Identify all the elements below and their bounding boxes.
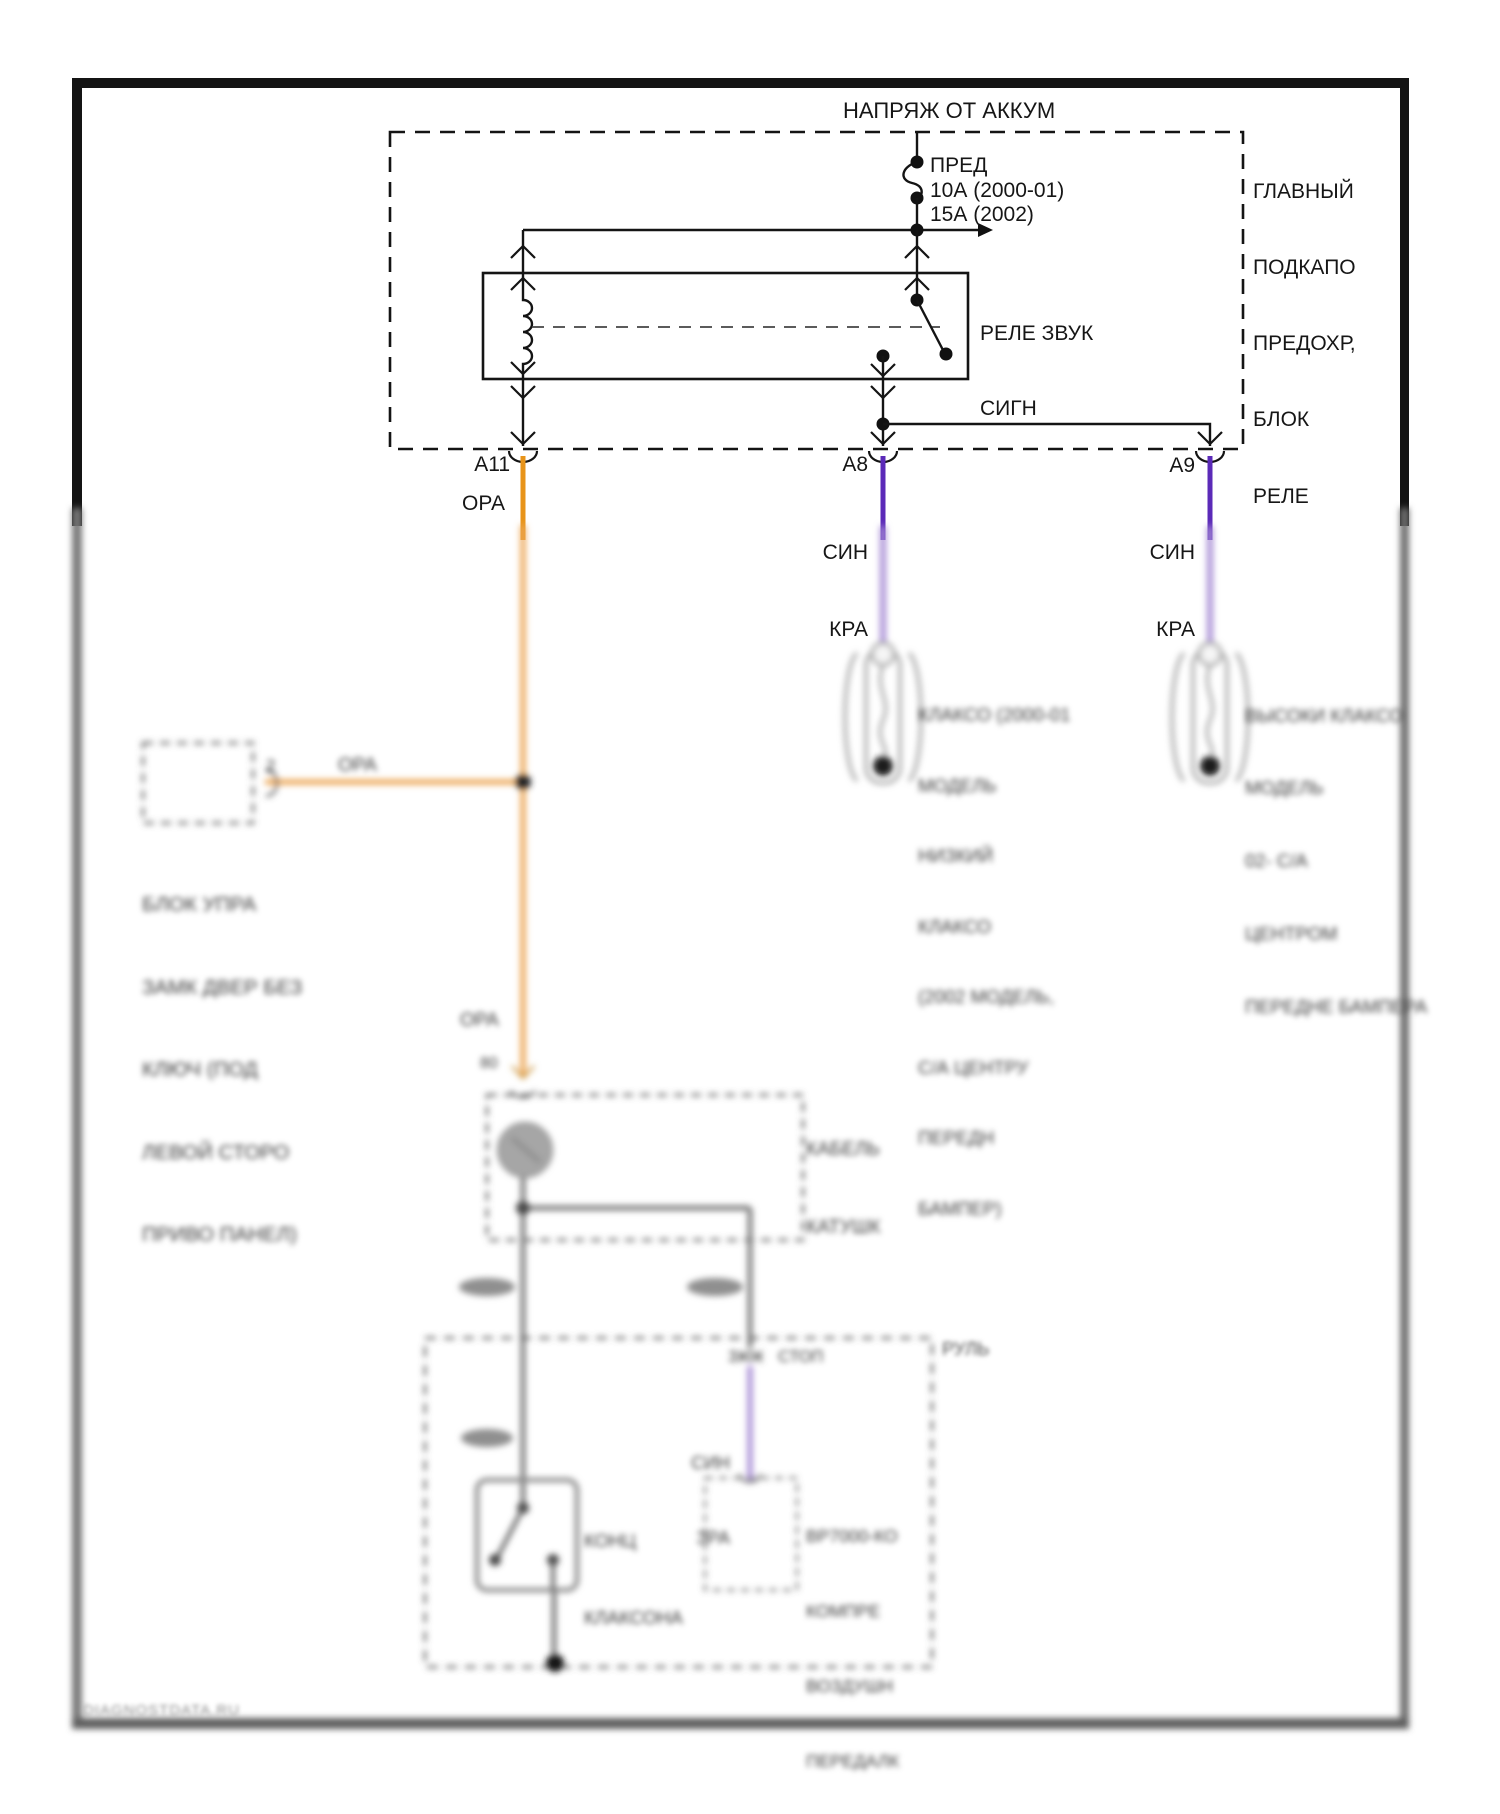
caption-line: БЛОК УПРА — [142, 893, 257, 916]
clockspring-pin: 80 — [480, 1055, 498, 1072]
switch-arm — [497, 1508, 523, 1558]
caption-line: СИГН — [980, 397, 1037, 420]
fuse-rating-2: 15А (2002) — [930, 203, 1034, 226]
inline-connector — [459, 1278, 515, 1296]
caption-line: ЗРА — [696, 1528, 730, 1548]
steering-zone-label: РУЛЬ — [942, 1338, 990, 1359]
caption-line: СИН — [691, 1453, 730, 1473]
caption-line: С/А ЦЕНТРУ — [918, 1056, 1029, 1078]
fuse-label: ПРЕД — [930, 154, 988, 177]
inline-connector — [461, 1429, 513, 1447]
watermark: DIAGNOSTDATA.RU — [83, 1702, 240, 1719]
caption-line: КЛЮЧ (ПОД — [142, 1058, 258, 1081]
clockspring-wire-color: ОРА — [460, 1010, 499, 1031]
caption-line: РЕЛЕ — [1253, 484, 1309, 508]
ground-dot — [546, 1654, 564, 1672]
wire-color-a11: ОРА — [462, 492, 505, 515]
caption-line: ВР7000-КО — [806, 1526, 898, 1546]
door-module-caption — [142, 836, 302, 1304]
sdm-caption — [806, 1474, 899, 1814]
fuse-relay-block-box — [390, 132, 1243, 449]
wire-color-a8 — [815, 489, 868, 693]
caption-line: (2002 МОДЕЛЬ, — [918, 986, 1055, 1007]
caption-line: МОДЕЛЬ — [1245, 777, 1324, 799]
sdm-pin: 3 — [728, 1348, 738, 1366]
sdm-pin-label: СТОП — [778, 1348, 824, 1366]
horn-high-caption — [1245, 655, 1427, 1068]
sharp-section — [72, 78, 1409, 540]
caption-line: ПЕРЕДНЕ БАМПЕРА — [1245, 996, 1428, 1018]
switch-arm-dot — [489, 1554, 501, 1566]
page-frame-right — [1400, 78, 1409, 526]
fuse-box-caption — [1253, 128, 1356, 560]
page-frame-bottom-blur — [72, 1718, 1409, 1729]
inline-connector — [687, 1278, 743, 1296]
door-module-pin: 2 — [266, 756, 276, 775]
horn-switch-box — [477, 1480, 577, 1590]
caption-line: ГЛАВНЫЙ — [1253, 179, 1354, 203]
sdm-wire-color — [676, 1401, 730, 1601]
wire-color-a9 — [1142, 489, 1195, 693]
caption-line: ПРИВО ПАНЕЛ) — [142, 1223, 297, 1246]
caption-line: КРА — [1156, 617, 1195, 641]
switch-arm — [917, 300, 944, 352]
page-frame-left — [72, 78, 82, 526]
caption-line: МОДЕЛЬ — [918, 774, 997, 796]
switch-arm-dot — [940, 348, 953, 361]
relay-coil — [523, 273, 532, 379]
caption-line: РЕЛЕ ЗВУК — [980, 322, 1094, 345]
caption-line: КАТУШК — [806, 1217, 881, 1238]
caption-line: ПЕРЕДН — [918, 1127, 995, 1148]
page-frame-left-blur — [72, 508, 82, 1722]
caption-line: КРА — [829, 617, 868, 641]
caption-line: СИН — [822, 541, 868, 564]
caption-line: ЦЕНТРОМ — [1245, 923, 1338, 945]
caption-line: ЗАМК ДВЕР БЕЗ — [142, 975, 303, 999]
caption-line: ПЕРЕДАЛК — [806, 1751, 900, 1771]
pin-a11-label: A11 — [474, 453, 510, 476]
pin-a9-label: A9 — [1169, 454, 1195, 477]
caption-line: КОМПРЕ — [806, 1601, 881, 1621]
horn-relay-box — [483, 273, 968, 379]
feed-title: НАПРЯЖ ОТ АККУМ — [843, 98, 1056, 123]
pin-a8-label: A8 — [842, 453, 868, 476]
fuse-terminal-dot — [911, 156, 924, 169]
caption-line: КЛАКСО (2000-01 — [918, 704, 1071, 725]
caption-line: НИЗКИЙ — [918, 845, 994, 866]
caption-line: СИН — [1149, 541, 1195, 564]
caption-line: КОНЦ — [584, 1530, 637, 1551]
page-frame-top — [72, 78, 1409, 88]
caption-line: БЛОК — [1253, 408, 1310, 432]
junction-dot — [515, 774, 531, 790]
door-lock-module-box — [143, 743, 253, 823]
caption-line: ПРЕДОХР, — [1253, 332, 1356, 356]
caption-line: ЛЕВОЙ СТОРО — [142, 1140, 290, 1164]
caption-line: КЛАКСОНА — [584, 1606, 683, 1628]
caption-line: КАБЕЛЬ — [806, 1139, 880, 1160]
junction-dot — [516, 1201, 530, 1215]
horn-switch-caption — [584, 1477, 683, 1681]
door-module-wire-color: ОРА — [338, 755, 377, 776]
horn-low-caption — [918, 656, 1070, 1267]
caption-line: ВОЗДУШН — [806, 1676, 894, 1696]
caption-line: БАМПЕР) — [918, 1197, 1002, 1219]
caption-line: ПОДКАПО — [1253, 256, 1356, 280]
caption-line: ВЫСОКИ КЛАКСО — [1245, 704, 1404, 726]
fuse-rating-1: 10А (2000-01) — [930, 179, 1065, 202]
clockspring-caption — [806, 1085, 880, 1293]
relay-caption — [980, 271, 1093, 471]
caption-line: 02- С/А — [1245, 850, 1308, 872]
caption-line: КЛАКСО — [918, 915, 992, 937]
